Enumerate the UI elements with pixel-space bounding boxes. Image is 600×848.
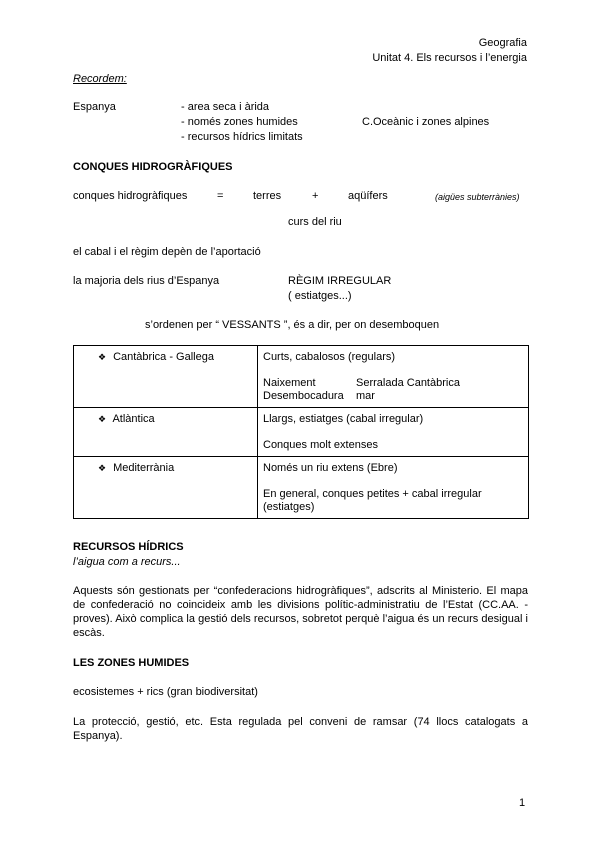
equation-plus: + <box>312 190 319 202</box>
basin-line: En general, conques petites + cabal irregular (estiatges) <box>263 488 482 513</box>
table-row <box>74 346 529 408</box>
header-unit: Unitat 4. Els recursos i l’energia <box>372 52 527 64</box>
equation-term-terres: terres <box>253 190 282 202</box>
cabal-line: el cabal i el règim depèn de l’aportació <box>73 246 261 258</box>
table-row <box>74 457 529 519</box>
recordem-point: - només zones humides <box>181 116 298 128</box>
basin-line: Conques molt extenses <box>263 439 378 451</box>
equation-equals: = <box>217 190 224 202</box>
pair-value: Serralada Cantàbrica <box>356 377 460 389</box>
zones-heading: LES ZONES HUMIDES <box>73 657 190 669</box>
basin-desc-cell <box>258 457 529 519</box>
basin-desc-cell <box>258 346 529 408</box>
pair-value: mar <box>356 390 375 402</box>
equation-left: conques hidrogràfiques <box>73 190 188 202</box>
below-terres: curs del riu <box>288 216 342 228</box>
header-subject: Geografia <box>478 37 527 49</box>
basin-name-cell <box>74 457 258 519</box>
pair-label: Naixement <box>263 377 316 389</box>
recordem-side-note: C.Oceànic i zones alpines <box>362 116 490 128</box>
zones-paragraph: La protecció, gestió, etc. Esta regulada pel conveni de ramsar (74 llocs catalogats a Espanya). <box>73 716 528 742</box>
pair-label: Desembocadura <box>263 390 344 402</box>
basin-name-cell <box>74 408 258 457</box>
majoria-line: la majoria dels rius d’Espanya <box>73 275 220 287</box>
recordem-title: Recordem: <box>73 73 127 85</box>
page-number: 1 <box>519 797 526 809</box>
zones-line: ecosistemes + rics (gran biodiversitat) <box>73 686 258 698</box>
recordem-point: - area seca i àrida <box>181 101 270 113</box>
estiatges: ( estiatges...) <box>288 290 352 302</box>
basin-desc-cell <box>258 408 529 457</box>
basin-name: Mediterrània <box>113 462 175 474</box>
vessants-line: s’ordenen per “ VESSANTS ”, és a dir, per on desemboquen <box>145 319 440 331</box>
equation-note: (aigües subterrànies) <box>435 192 520 202</box>
recordem-country: Espanya <box>73 101 116 113</box>
basin-pair <box>263 377 524 390</box>
diamond-bullet-icon: ❖ <box>98 352 107 362</box>
basin-pair <box>263 390 524 403</box>
diamond-bullet-icon: ❖ <box>98 463 107 473</box>
regim-irregular: RÈGIM IRREGULAR <box>288 275 392 287</box>
equation-term-aquifers: aqüífers <box>348 190 388 202</box>
basin-name: Cantàbrica - Gallega <box>113 351 214 363</box>
recursos-subtitle: l’aigua com a recurs... <box>73 556 181 568</box>
table-row <box>74 408 529 457</box>
diamond-bullet-icon: ❖ <box>98 414 107 424</box>
basin-line: Només un riu extens (Ebre) <box>263 462 398 474</box>
basins-table <box>73 345 529 519</box>
recordem-point: - recursos hídrics limitats <box>181 131 303 143</box>
basin-name: Atlàntica <box>112 413 155 425</box>
basin-line: Llargs, estiatges (cabal irregular) <box>263 413 424 425</box>
recursos-heading: RECURSOS HÍDRICS <box>73 541 184 553</box>
basin-line: Curts, cabalosos (regulars) <box>263 351 396 363</box>
basin-name-cell <box>74 346 258 408</box>
recursos-paragraph: Aquests són gestionats per “confederacions hidrogràfiques”, adscrits al Ministerio. El mapa de confederació no coincideix amb les divisions polític-administratiu de l’Estat (CC.AA. - proves). Això complica la gestió dels recursos, sobretot perquè l’aigua és un recurs desigual i escàs. <box>73 585 528 639</box>
conques-heading: CONQUES HIDROGRÀFIQUES <box>73 161 233 173</box>
